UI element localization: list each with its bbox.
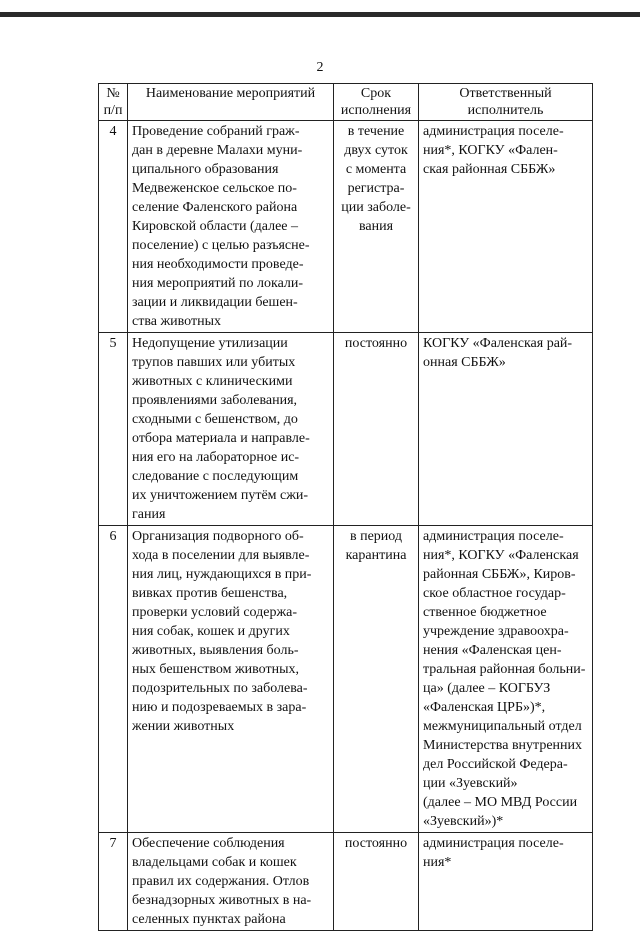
header-measure-name: Наименование мероприятий xyxy=(128,84,334,121)
row-number: 4 xyxy=(99,121,128,333)
row-number: 6 xyxy=(99,526,128,833)
responsible: администрация поселе- ния* xyxy=(419,833,593,931)
page-number: 2 xyxy=(316,60,324,75)
top-border-rule xyxy=(0,12,640,17)
measure-name: Организация подворного об- хода в поселении для выявле- ния лиц, нуждающихся в при- вивках против бешенства, проверки условий содержа- ния собак, кошек и других животных, выявления боль- ных бешенством животных, подозрительных по заболева- нию и подозреваемых в зара- жении животных xyxy=(128,526,334,833)
measure-name: Недопущение утилизации трупов павших или убитых животных с клиническими проявлениями заболевания, сходными с бешенством, до отбора материала и направле- ния его на лабораторное ис- следование с последующим их уничтожением путём сжи- гания xyxy=(128,333,334,526)
deadline: постоянно xyxy=(334,333,419,526)
table-row xyxy=(99,833,593,931)
header-deadline: Срок исполнения xyxy=(334,84,419,121)
deadline: постоянно xyxy=(334,833,419,931)
measures-table xyxy=(98,83,593,931)
deadline: в период карантина xyxy=(334,526,419,833)
responsible: администрация поселе- ния*, КОГКУ «Фален- ская районная СББЖ» xyxy=(419,121,593,333)
measure-name: Обеспечение соблюдения владельцами собак и кошек правил их содержания. Отлов безнадзорных животных в на- селенных пунктах района xyxy=(128,833,334,931)
responsible: КОГКУ «Фаленская рай- онная СББЖ» xyxy=(419,333,593,526)
deadline: в течение двух суток с момента регистра- ции заболе- вания xyxy=(334,121,419,333)
responsible: администрация поселе- ния*, КОГКУ «Фаленская районная СББЖ», Киров- ское областное государ- ственное бюджетное учреждение здравоохра- нения «Фаленская цен- тральная районная больни- ца» (далее – КОГБУЗ «Фаленская ЦРБ»)*, межмуниципальный отдел Министерства внутренних дел Российской Федера- ции «Зуевский» (далее – МО МВД России «Зуевский»)* xyxy=(419,526,593,833)
header-responsible: Ответственный исполнитель xyxy=(419,84,593,121)
row-number: 7 xyxy=(99,833,128,931)
table-row xyxy=(99,526,593,833)
table-row xyxy=(99,121,593,333)
table-row xyxy=(99,333,593,526)
header-number: № п/п xyxy=(99,84,128,121)
row-number: 5 xyxy=(99,333,128,526)
measure-name: Проведение собраний граж- дан в деревне Малахи муни- ципального образования Медвеженское сельское по- селение Фаленского района Кировской области (далее – поселение) с целью разъясне- ния необходимости проведе- ния мероприятий по локали- зации и ликвидации бешен- ства животных xyxy=(128,121,334,333)
table-header-row xyxy=(99,84,593,121)
